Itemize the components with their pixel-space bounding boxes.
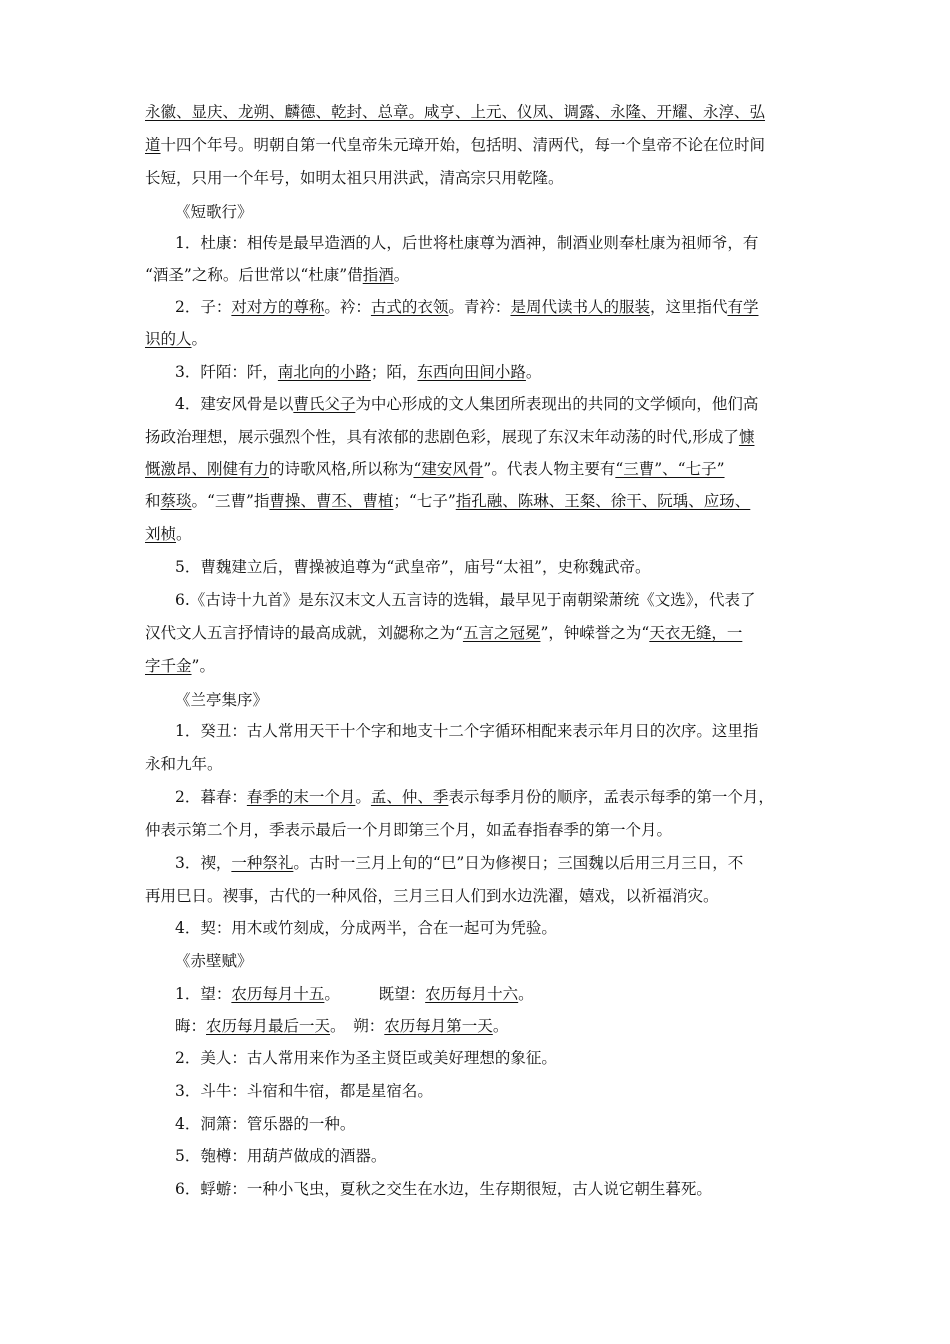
underlined-term: 南北向的小路 bbox=[277, 363, 371, 381]
text-run: 为中心形成的文人集团所表现出的共同的文学倾向，他们高 bbox=[355, 395, 759, 413]
text-line bbox=[145, 886, 830, 906]
text-run: 仲表示第二个月，季表示最后一个月即第三个月，如孟春指春季的第一个月。 bbox=[145, 821, 673, 839]
text-line bbox=[145, 656, 830, 676]
underlined-term: 道 bbox=[145, 136, 161, 154]
underlined-term: 是周代读书人的服装 bbox=[510, 298, 650, 316]
underlined-term: 指孔融、陈琳、王粲、徐干、阮瑀、应玚、 bbox=[455, 492, 751, 510]
text-run: 的诗歌风格,所以称为 bbox=[269, 460, 414, 478]
text-run: ”。代表人物主要有 bbox=[483, 460, 616, 478]
text-line bbox=[145, 459, 830, 479]
underlined-term: “三曹”、“七子” bbox=[615, 460, 725, 478]
text-run: 。 bbox=[518, 985, 534, 1003]
underlined-term: 农历每月十五 bbox=[231, 985, 325, 1003]
text-line bbox=[145, 135, 830, 155]
text-run: 长短，只用一个年号，如明太祖只用洪武，清高宗只用乾隆。 bbox=[145, 169, 564, 187]
text-line bbox=[175, 721, 830, 741]
underlined-term: 农历每月十六 bbox=[425, 985, 519, 1003]
text-line bbox=[145, 265, 830, 285]
text-line bbox=[175, 233, 830, 253]
underlined-term: 农历每月最后一天 bbox=[206, 1017, 331, 1035]
text-run: 扬政治理想，展示强烈个性，具有浓郁的悲剧色彩，展现了东汉末年动荡的时代,形成了 bbox=[145, 428, 739, 446]
text-line bbox=[175, 984, 830, 1004]
text-run: 永和九年。 bbox=[145, 755, 223, 773]
underlined-term: 识的人 bbox=[145, 330, 192, 348]
text-line bbox=[175, 1114, 830, 1134]
text-line bbox=[175, 590, 830, 610]
text-line bbox=[145, 820, 830, 840]
text-run: 再用巳日。禊事，古代的一种风俗，三月三日人们到水边洗濯，嬉戏，以祈福消灾。 bbox=[145, 887, 719, 905]
text-run: 汉代文人五言抒情诗的最高成就，刘勰称之为“ bbox=[145, 624, 463, 642]
underlined-term: 农历每月第一天 bbox=[384, 1017, 493, 1035]
underlined-term: 天衣无缝，一 bbox=[649, 624, 743, 642]
underlined-term: 指酒 bbox=[362, 266, 394, 284]
text-run: 4．洞箫：管乐器的一种。 bbox=[175, 1115, 356, 1133]
text-run: 4．建安风骨是以 bbox=[175, 395, 294, 413]
text-run: 《兰亭集序》 bbox=[175, 691, 269, 709]
text-line bbox=[145, 491, 830, 511]
text-run: 4．契：用木或竹刻成，分成两半，合在一起可为凭验。 bbox=[175, 919, 557, 937]
text-run: 1．杜康：相传是最早造酒的人，后世将杜康尊为酒神，制酒业则奉杜康为祖师爷，有 bbox=[175, 234, 759, 252]
text-run: 。 bbox=[393, 266, 410, 284]
text-line bbox=[145, 329, 830, 349]
text-run: 5．曹魏建立后，曹操被追尊为“武皇帝”，庙号“太祖”，史称魏武帝。 bbox=[175, 558, 651, 576]
text-line bbox=[175, 787, 830, 807]
text-run: 十四个年号。明朝自第一代皇帝朱元璋开始，包括明、清两代，每一个皇帝不论在位时间 bbox=[160, 136, 766, 154]
text-run: 6.《古诗十九首》是东汉末文人五言诗的选辑，最早见于南朝梁萧统《文选》，代表了 bbox=[175, 591, 756, 609]
text-run: 。 既望： bbox=[324, 985, 426, 1003]
text-run: ”，钟嵘誉之为“ bbox=[540, 624, 650, 642]
underlined-term: 古式的衣领 bbox=[370, 298, 449, 316]
underlined-term: 对对方的尊称 bbox=[231, 298, 325, 316]
text-line bbox=[145, 427, 830, 447]
text-line bbox=[175, 1016, 830, 1036]
text-run: 。 bbox=[525, 363, 542, 381]
text-line bbox=[175, 1146, 830, 1166]
text-run: 。“三曹”指 bbox=[191, 492, 270, 510]
text-line bbox=[145, 168, 830, 188]
underlined-term: 有学 bbox=[727, 298, 759, 316]
text-line bbox=[175, 918, 830, 938]
text-run: 。 朔： bbox=[330, 1017, 385, 1035]
underlined-term: 字千金 bbox=[145, 657, 192, 675]
text-run: 2．美人：古人常用来作为圣主贤臣或美好理想的象征。 bbox=[175, 1049, 557, 1067]
text-line bbox=[175, 1179, 830, 1199]
text-run: 《赤壁赋》 bbox=[175, 952, 253, 970]
text-line bbox=[175, 1081, 830, 1101]
text-run: 3．禊， bbox=[175, 854, 232, 872]
underlined-term: 慷 bbox=[738, 428, 755, 446]
underlined-term: 曹氏父子 bbox=[293, 395, 356, 413]
text-run: 6．蜉蝣：一种小飞虫，夏秋之交生在水边，生存期很短，古人说它朝生暮死。 bbox=[175, 1180, 712, 1198]
text-run: 表示每季月份的顺序，孟表示每季的第一个月， bbox=[448, 788, 774, 806]
text-line bbox=[145, 524, 830, 544]
text-run: 1．癸丑：古人常用天干十个字和地支十二个字循环相配来表示年月日的次序。这里指 bbox=[175, 722, 759, 740]
underlined-term: 蔡琰 bbox=[160, 492, 192, 510]
text-run: ；陌， bbox=[370, 363, 418, 381]
text-run: 。 bbox=[176, 525, 192, 543]
underlined-term: 春季的末一个月 bbox=[246, 788, 356, 806]
text-run: 。 bbox=[355, 788, 371, 806]
underlined-term: 孟、仲、季 bbox=[370, 788, 449, 806]
underlined-term: 东西向田间小路 bbox=[417, 363, 526, 381]
underlined-term: 五言之冠冕 bbox=[462, 624, 541, 642]
text-run: 。古时一三月上旬的“巳”日为修禊日；三国魏以后用三月三日，不 bbox=[293, 854, 744, 872]
text-line bbox=[175, 853, 830, 873]
section-heading bbox=[175, 202, 830, 222]
text-run: 晦： bbox=[175, 1017, 207, 1035]
text-run: 3．阡陌：阡， bbox=[175, 363, 278, 381]
text-line bbox=[175, 297, 830, 317]
text-line bbox=[145, 102, 830, 122]
text-run: ；“七子” bbox=[393, 492, 456, 510]
underlined-term: 一种祭礼 bbox=[231, 854, 294, 872]
text-run: 1．望： bbox=[175, 985, 232, 1003]
text-run: 。青衿： bbox=[448, 298, 511, 316]
text-run: 2．暮春： bbox=[175, 788, 247, 806]
underlined-term: 永徽、显庆、龙朔、麟德、乾封、总章。咸亨、上元、仪凤、调露、永隆、开耀、永淳、弘 bbox=[145, 103, 766, 121]
text-run: 和 bbox=[145, 492, 161, 510]
text-run: 。 bbox=[492, 1017, 509, 1035]
text-line bbox=[145, 623, 830, 643]
text-run: ，这里指代 bbox=[649, 298, 728, 316]
section-heading bbox=[175, 951, 830, 971]
text-line bbox=[175, 362, 830, 382]
text-run: 。衿： bbox=[324, 298, 371, 316]
underlined-term: 慨激昂、刚健有力 bbox=[145, 460, 270, 478]
text-run: ”。 bbox=[191, 657, 215, 675]
text-line bbox=[175, 557, 830, 577]
text-run: 3．斗牛：斗宿和牛宿，都是星宿名。 bbox=[175, 1082, 433, 1100]
text-run: 。 bbox=[191, 330, 208, 348]
section-heading bbox=[175, 690, 830, 710]
text-line bbox=[175, 1048, 830, 1068]
text-line bbox=[175, 394, 830, 414]
underlined-term: 刘桢 bbox=[145, 525, 177, 543]
text-line bbox=[145, 754, 830, 774]
text-run: 2．子： bbox=[175, 298, 232, 316]
underlined-term: “建安风骨 bbox=[413, 460, 484, 478]
text-run: 《短歌行》 bbox=[175, 203, 253, 221]
underlined-term: 曹操、曹丕、曹植 bbox=[269, 492, 394, 510]
text-run: 5．匏樽：用葫芦做成的酒器。 bbox=[175, 1147, 387, 1165]
text-run: “酒圣”之称。后世常以“杜康”借 bbox=[145, 266, 363, 284]
